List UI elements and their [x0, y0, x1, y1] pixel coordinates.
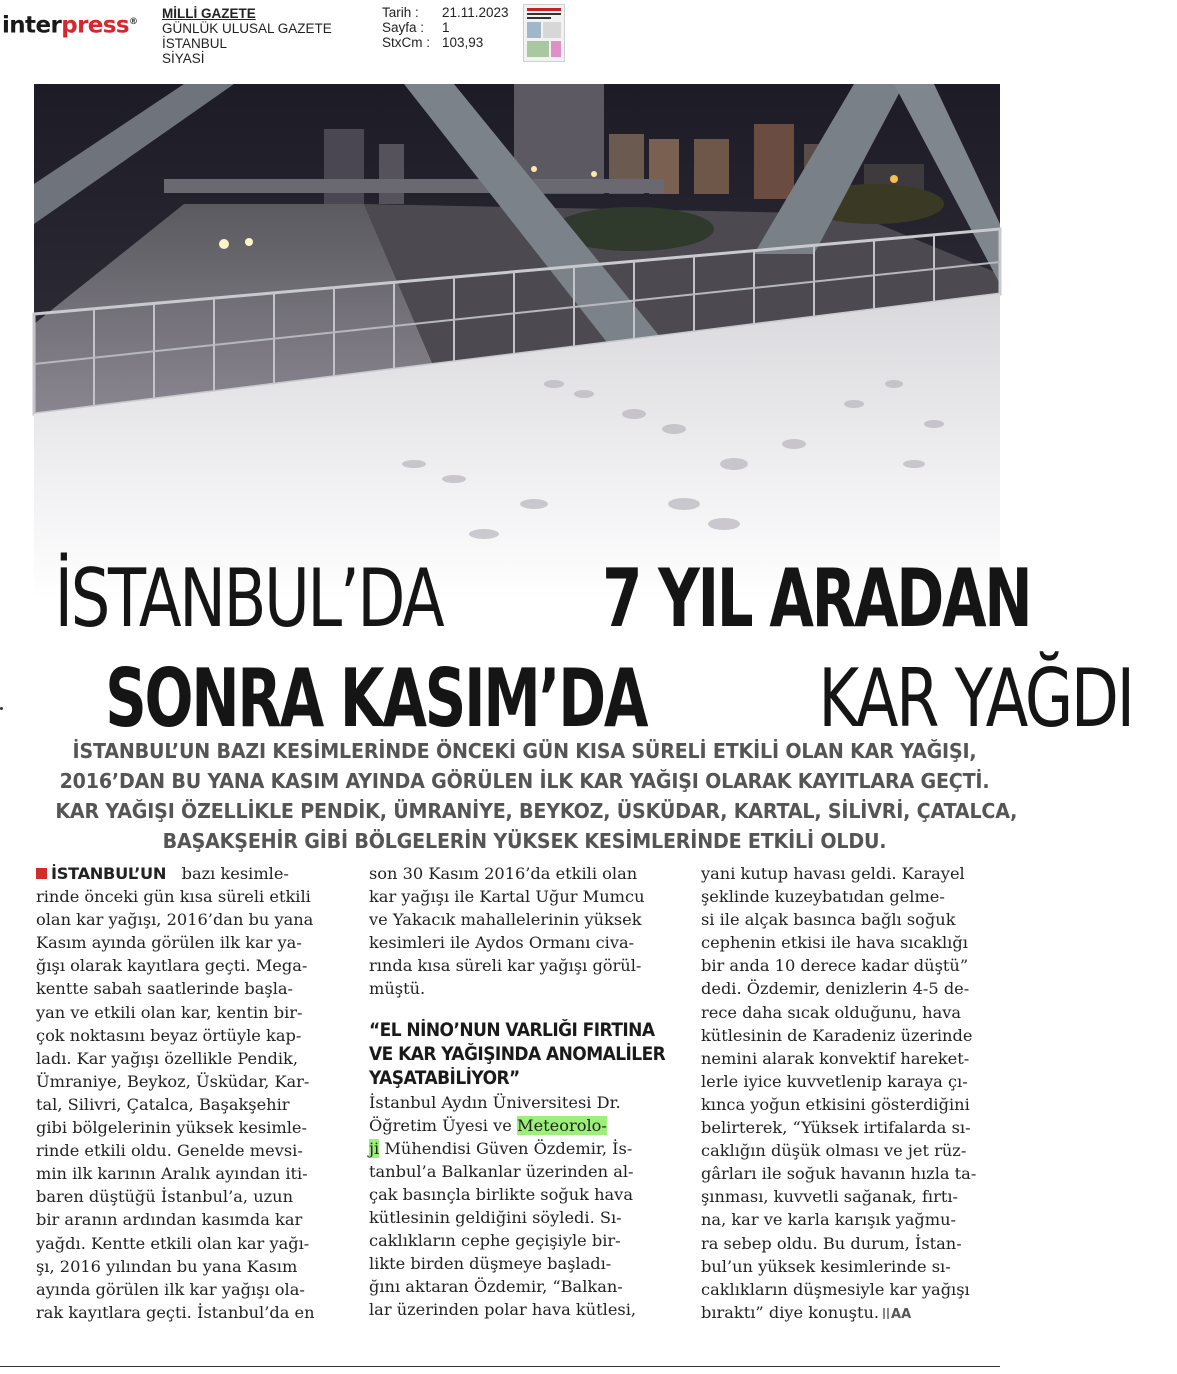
body-line: lar üzerinden polar hava kütlesi, [369, 1300, 637, 1320]
body-line: likte birden düşmeye başladı- [369, 1254, 612, 1274]
body-line: Kasım ayında görülen ilk kar ya- [36, 933, 302, 953]
field-label: StxCm : [382, 35, 431, 50]
deck-line: 2016’DAN BU YANA KASIM AYINDA GÖRÜLEN İLK KAR YAĞIŞI OLARAK KAYITLARA GEÇTİ. [59, 769, 990, 793]
edge-mark [0, 707, 3, 710]
body-line: min ilk karının Aralık ayından iti- [36, 1164, 308, 1184]
deck-line: BAŞAKŞEHİR GİBİ BÖLGELERİN YÜKSEK KESİMLERİNDE ETKİLİ OLDU. [162, 829, 887, 853]
body-line: tanbul’a Balkanlar üzerinden al- [369, 1161, 634, 1181]
column-2-top-text [369, 862, 665, 1001]
field-row-page [382, 20, 509, 35]
highlighted-term: ji [369, 1138, 380, 1158]
body-line: ayında görülen ilk kar yağışı ola- [36, 1279, 305, 1299]
body-text: bıraktı” diye konuştu. [701, 1302, 880, 1322]
body-text: Mühendisi Güven Özdemir, İs- [384, 1138, 633, 1158]
publication-section: SİYASİ [162, 51, 205, 66]
body-line: nemini alarak konvektif hareket- [701, 1048, 970, 1068]
body-line: kesimleri ile Aydos Ormanı civa- [369, 933, 635, 953]
deck-line: İSTANBUL’UN BAZI KESİMLERİNDE ÖNCEKİ GÜN KISA SÜRELİ ETKİLİ OLAN KAR YAĞIŞI, [72, 739, 977, 763]
headline-bold-1: 7 YIL ARADAN [602, 552, 1031, 645]
body-line: lerle iyice kuvvetlenip karaya çı- [701, 1071, 968, 1091]
body-line [369, 1137, 665, 1160]
body-line: ğını aktaran Özdemir, “Balkan- [369, 1277, 623, 1297]
page-thumbnail[interactable] [523, 4, 565, 62]
body-column-3 [701, 862, 999, 1326]
subheading-line: YAŞATABİLİYOR” [369, 1067, 520, 1089]
body-line: çok noktasını beyaz örtüyle kap- [36, 1025, 302, 1045]
body-line: kütlesinin de Karadeniz üzerinde [701, 1025, 973, 1045]
body-line [369, 1114, 665, 1137]
bottom-rule [0, 1366, 1000, 1367]
body-line: gârları ile soğuk havanın hızla ta- [701, 1164, 977, 1184]
headline-line-1 [0, 552, 1049, 645]
body-line: ladı. Kar yağışı özellikle Pendik, [36, 1048, 299, 1068]
publication-city: İSTANBUL [162, 36, 228, 51]
body-line: rında kısa süreli kar yağışı görül- [369, 956, 642, 976]
body-line: bir aranın ardından kasımda kar [36, 1210, 303, 1230]
body-line: kar yağışı ile Kartal Uğur Mumcu [369, 887, 645, 907]
body-line: şı, 2016 yılından bu yana Kasım [36, 1256, 298, 1276]
body-line: belirterek, “Yüksek irtifalarda sı- [701, 1118, 971, 1138]
body-column-1 [36, 862, 330, 1324]
body-line: si ile alçak basınca bağlı soğuk [701, 910, 956, 930]
deck-line: KAR YAĞIŞI ÖZELLİKLE PENDİK, ÜMRANİYE, BEYKOZ, ÜSKÜDAR, KARTAL, SİLİVRİ, ÇATALCA, [55, 799, 1018, 823]
body-line: na, kar ve karla karışık yağmu- [701, 1210, 956, 1230]
subheading-line: VE KAR YAĞIŞINDA ANOMALİLER [369, 1043, 666, 1065]
body-line: yan ve etkili olan kar, kentin bir- [36, 1002, 303, 1022]
source-bars-icon [883, 1308, 889, 1319]
article-subheading [369, 1019, 665, 1091]
body-line: ve Yakacık mahallelerinin yüksek [369, 910, 642, 930]
clipping-fields [382, 5, 509, 50]
body-line: rinde etkili oldu. Genelde mevsi- [36, 1141, 303, 1161]
body-line: müştü. [369, 979, 426, 999]
interpress-logo [2, 8, 137, 40]
publication-type: GÜNLÜK ULUSAL GAZETE [162, 21, 332, 36]
body-column-2 [369, 862, 665, 1322]
body-line: Ümraniye, Beykoz, Üsküdar, Kar- [36, 1071, 310, 1091]
headline-light-2: KAR YAĞDI [818, 652, 1133, 745]
logo-text-part2: press [61, 12, 129, 39]
publication-name: MİLLİ GAZETE [162, 6, 256, 21]
body-line: rak kayıtlara geçti. İstanbul’da en [36, 1302, 315, 1322]
source-tag [883, 1307, 911, 1322]
field-label: Tarih : [382, 5, 419, 20]
body-line: rinde önceki gün kısa süreli etkili [36, 887, 311, 907]
article-deck [20, 736, 1029, 856]
body-line: rece daha sıcak olduğunu, hava [701, 1002, 962, 1022]
source-label: AA [891, 1306, 912, 1322]
body-line: kütlesinin geldiğini söyledi. Sı- [369, 1208, 622, 1228]
body-text: bazı kesimle- [181, 864, 289, 883]
field-value: 103,93 [442, 35, 484, 50]
logo-text-part1: inter [2, 12, 62, 39]
body-line: çak basınçla birlikte soğuk hava [369, 1184, 633, 1204]
body-line: cephenin etkisi ile hava sıcaklığı [701, 933, 968, 953]
body-line: tal, Silivri, Çatalca, Başakşehir [36, 1094, 290, 1114]
body-line-last [701, 1301, 999, 1326]
body-line: ra sebep oldu. Bu durum, İstan- [701, 1233, 962, 1253]
field-row-date [382, 5, 509, 20]
body-line: caklıkların düşmesiyle kar yağışı [701, 1279, 970, 1299]
body-line-lead [36, 862, 330, 885]
snow-bridge-photo [34, 84, 1000, 600]
field-row-stxcm [382, 35, 509, 50]
publication-info [162, 6, 332, 66]
body-line: ğışı olarak kayıtlara geçti. Mega- [36, 956, 308, 976]
field-value: 1 [442, 20, 450, 35]
headline-bold-2: SONRA KASIM’DA [105, 652, 647, 745]
column-2-bottom-text [369, 1160, 665, 1322]
body-line: dedi. Özdemir, denizlerin 4-5 de- [701, 979, 970, 999]
body-line: baren düştüğü İstanbul’a, uzun [36, 1187, 294, 1207]
body-line: son 30 Kasım 2016’da etkili olan [369, 864, 638, 883]
headline-line-2 [0, 652, 1133, 745]
highlighted-term: Meteorolo- [517, 1115, 607, 1135]
bullet-square-icon [36, 868, 47, 879]
headline-light-1: İSTANBUL’DA [54, 552, 443, 645]
body-line: yağdı. Kentte etkili olan kar yağı- [36, 1233, 310, 1253]
column-3-text [701, 862, 999, 1301]
body-line: bul’un yüksek kesimlerinde sı- [701, 1256, 951, 1276]
body-line: bir anda 10 derece kadar düştü” [701, 956, 969, 976]
body-line: yani kutup havası geldi. Karayel [701, 864, 965, 883]
registered-mark: ® [129, 17, 138, 27]
body-line: gibi bölgelerinin yüksek kesimle- [36, 1118, 307, 1138]
body-line: kınca yoğun etkisini gösterdiğini [701, 1094, 970, 1114]
subheading-line: “EL NİNO’NUN VARLIĞI FIRTINA [369, 1019, 655, 1041]
body-line: İstanbul Aydın Üniversitesi Dr. [369, 1092, 621, 1112]
lead-word: İSTANBUL’UN [51, 864, 167, 883]
field-value: 21.11.2023 [442, 5, 509, 20]
body-line: caklığın düşük olması ve jet rüz- [701, 1141, 967, 1161]
body-line: şeklinde kuzeybatıdan gelme- [701, 887, 945, 907]
body-line: caklıkların cephe geçişiyle bir- [369, 1231, 621, 1251]
body-text: Öğretim Üyesi ve [369, 1115, 512, 1135]
field-label: Sayfa : [382, 20, 425, 35]
body-line: kentte sabah saatlerinde başla- [36, 979, 294, 999]
body-line: olan kar yağışı, 2016’dan bu yana [36, 910, 314, 930]
body-line: şınması, kuvvetli sağanak, fırtı- [701, 1187, 959, 1207]
